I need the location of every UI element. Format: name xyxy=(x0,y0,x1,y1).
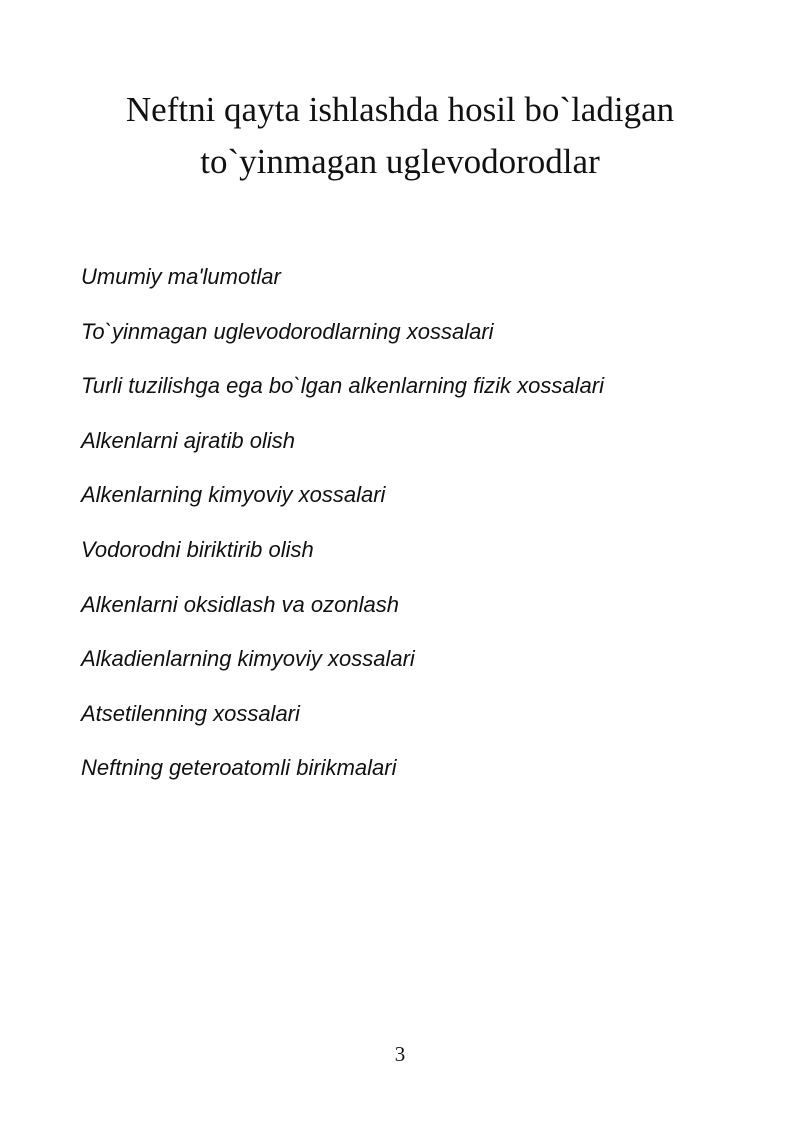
contents-item: Alkenlarning kimyoviy xossalari xyxy=(81,482,386,508)
contents-item: Vodorodni biriktirib olish xyxy=(81,536,314,562)
page-title xyxy=(0,84,800,188)
title-line-2: to`yinmagan uglevodorodlar xyxy=(200,142,600,181)
contents-item: Alkadienlarning kimyoviy xossalari xyxy=(81,646,415,672)
contents-item: To`yinmagan uglevodorodlarning xossalari xyxy=(81,318,494,344)
contents-item: Atsetilenning xossalari xyxy=(81,700,300,726)
title-line-1: Neftni qayta ishlashda hosil bo`ladigan xyxy=(125,90,675,129)
contents-item: Alkenlarni oksidlash va ozonlash xyxy=(81,591,399,617)
contents-item: Alkenlarni ajratib olish xyxy=(81,427,295,453)
contents-item: Neftning geteroatomli birikmalari xyxy=(81,755,397,781)
contents-item: Turli tuzilishga ega bo`lgan alkenlarning fizik xossalari xyxy=(81,373,604,399)
contents-item: Umumiy ma'lumotlar xyxy=(81,264,281,289)
page-number: 3 xyxy=(394,1042,406,1066)
contents-list xyxy=(81,260,761,806)
